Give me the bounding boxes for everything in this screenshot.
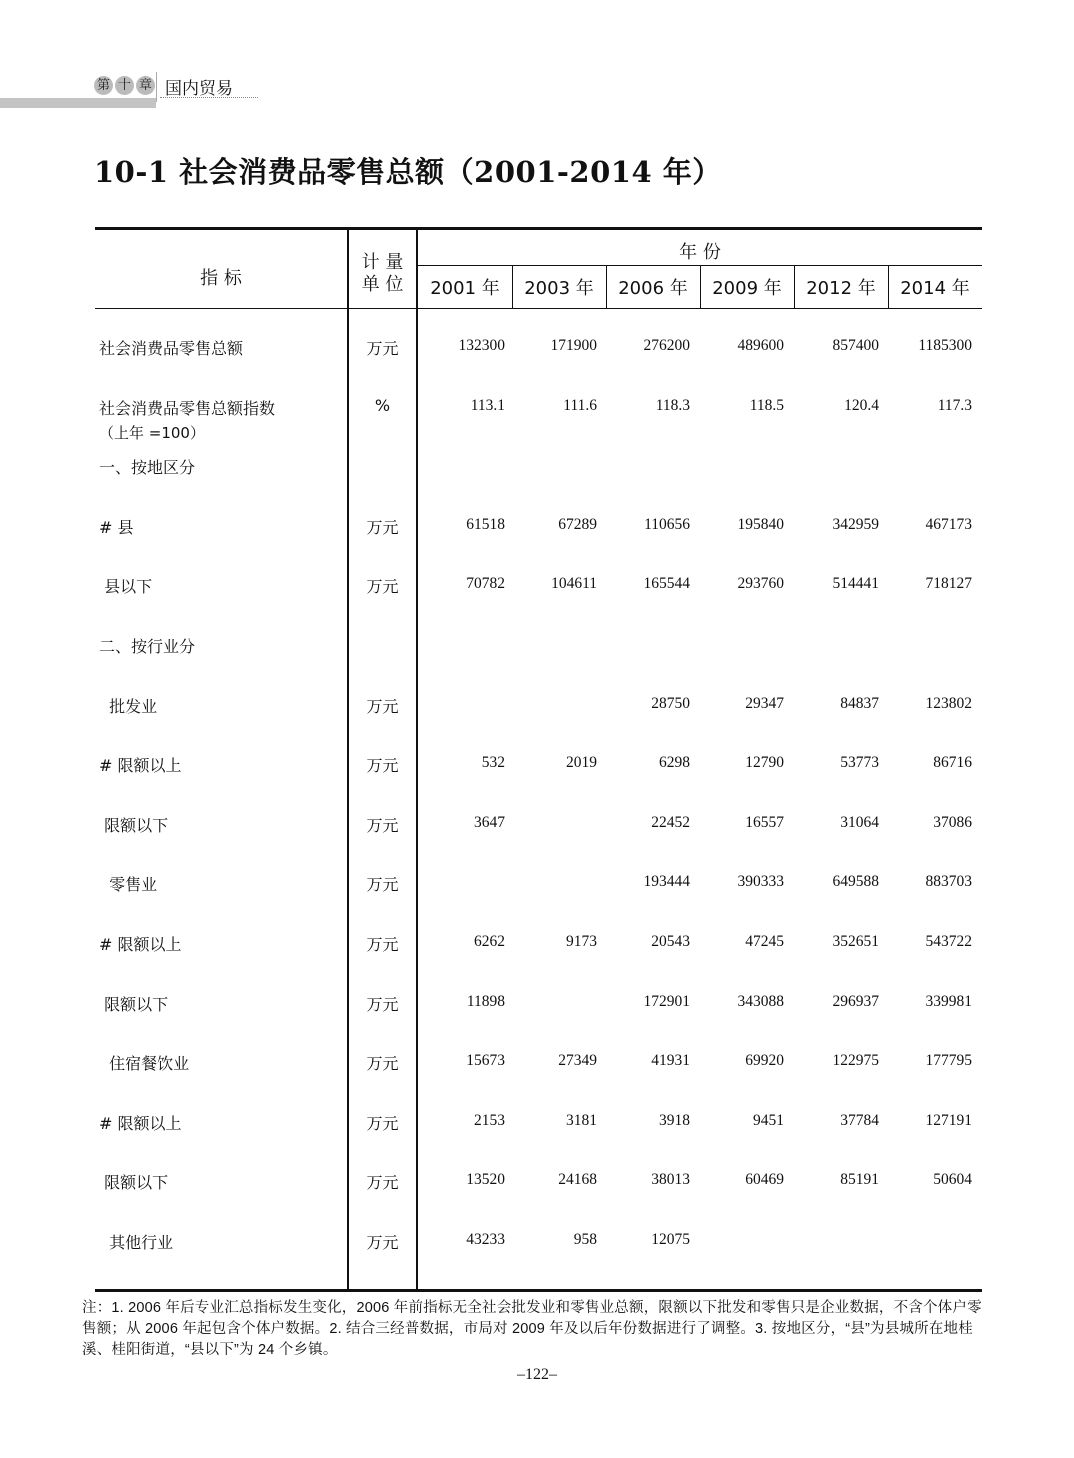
value-cell: 118.3 <box>655 397 690 414</box>
value-cell: 61518 <box>466 516 505 533</box>
value-cell: 467173 <box>925 516 972 533</box>
page-number: –122– <box>517 1366 557 1383</box>
value-cell: 3918 <box>659 1112 690 1129</box>
value-cell: 24168 <box>558 1171 597 1188</box>
value-cell: 70782 <box>466 575 505 592</box>
value-cell: 12790 <box>745 754 784 771</box>
page-title: 10-1 社会消费品零售总额（2001-2014 年） <box>94 155 722 189</box>
value-cell: 118.5 <box>749 397 784 414</box>
value-cell: 31064 <box>840 814 879 831</box>
value-cell: 85191 <box>840 1171 879 1188</box>
year-divider <box>888 266 889 308</box>
value-cell: 390333 <box>737 873 784 890</box>
row-label: 社会消费品零售总额指数 <box>99 399 276 418</box>
row-unit: 万元 <box>366 756 399 775</box>
value-cell: 177795 <box>925 1052 972 1069</box>
row-unit: 万元 <box>366 1173 399 1192</box>
value-cell: 13520 <box>466 1171 505 1188</box>
value-cell: 132300 <box>458 337 505 354</box>
value-cell: 6262 <box>474 933 505 950</box>
value-cell: 172901 <box>643 993 690 1010</box>
row-unit: 万元 <box>366 875 399 894</box>
row-label: 批发业 <box>99 697 158 716</box>
value-cell: 193444 <box>643 873 690 890</box>
table-top-rule <box>95 227 982 230</box>
value-cell: 489600 <box>737 337 784 354</box>
year-header: 2012 年 <box>806 278 876 299</box>
value-cell: 28750 <box>651 695 690 712</box>
value-cell: 27349 <box>558 1052 597 1069</box>
value-cell: 9451 <box>753 1112 784 1129</box>
year-header: 2009 年 <box>712 278 782 299</box>
value-cell: 84837 <box>840 695 879 712</box>
value-cell: 113.1 <box>470 397 505 414</box>
year-header: 2014 年 <box>900 278 970 299</box>
value-cell: 43233 <box>466 1231 505 1248</box>
year-header: 2003 年 <box>524 278 594 299</box>
value-cell: 127191 <box>925 1112 972 1129</box>
row-label: 社会消费品零售总额 <box>99 339 244 358</box>
row-label: # 限额以上 <box>99 1114 182 1133</box>
row-label: 住宿餐饮业 <box>99 1054 190 1073</box>
value-cell: 3181 <box>566 1112 597 1129</box>
value-cell: 12075 <box>651 1231 690 1248</box>
value-cell: 532 <box>481 754 505 771</box>
year-divider <box>512 266 513 308</box>
value-cell: 29347 <box>745 695 784 712</box>
value-cell: 67289 <box>558 516 597 533</box>
row-unit: 万元 <box>366 697 399 716</box>
row-label: 县以下 <box>99 577 153 596</box>
value-cell: 111.6 <box>563 397 597 414</box>
section-title: 国内贸易 <box>165 79 233 99</box>
value-cell: 2019 <box>566 754 597 771</box>
row-unit: 万元 <box>366 1114 399 1133</box>
value-cell: 195840 <box>737 516 784 533</box>
value-cell: 296937 <box>832 993 879 1010</box>
chapter-char: 十 <box>115 76 134 95</box>
unit-header-line1: 计 量 <box>361 252 404 273</box>
year-header: 2006 年 <box>618 278 688 299</box>
value-cell: 22452 <box>651 814 690 831</box>
row-label: 其他行业 <box>99 1233 174 1252</box>
value-cell: 883703 <box>925 873 972 890</box>
row-unit: 万元 <box>366 935 399 954</box>
unit-header-line2: 单 位 <box>361 274 404 295</box>
row-label: # 限额以上 <box>99 935 182 954</box>
value-cell: 343088 <box>737 993 784 1010</box>
row-label-sub: （上年 =100） <box>99 424 205 442</box>
value-cell: 104611 <box>551 575 597 592</box>
value-cell: 38013 <box>651 1171 690 1188</box>
value-cell: 117.3 <box>937 397 972 414</box>
year-divider <box>794 266 795 308</box>
row-label: 限额以下 <box>99 995 169 1014</box>
value-cell: 339981 <box>925 993 972 1010</box>
value-cell: 342959 <box>832 516 879 533</box>
row-label: 一、按地区分 <box>99 458 196 477</box>
row-label: 限额以下 <box>99 816 169 835</box>
year-divider <box>700 266 701 308</box>
value-cell: 110656 <box>644 516 690 533</box>
row-label: # 县 <box>99 518 134 537</box>
value-cell: 11898 <box>466 993 505 1010</box>
year-divider <box>606 266 607 308</box>
value-cell: 718127 <box>925 575 972 592</box>
header-bar <box>0 98 156 108</box>
value-cell: 16557 <box>745 814 784 831</box>
value-cell: 9173 <box>566 933 597 950</box>
value-cell: 120.4 <box>844 397 879 414</box>
value-cell: 514441 <box>832 575 879 592</box>
value-cell: 47245 <box>745 933 784 950</box>
value-cell: 165544 <box>643 575 690 592</box>
value-cell: 41931 <box>651 1052 690 1069</box>
value-cell: 543722 <box>925 933 972 950</box>
year-header: 2001 年 <box>430 278 500 299</box>
value-cell: 3647 <box>474 814 505 831</box>
value-cell: 122975 <box>832 1052 879 1069</box>
row-label: 二、按行业分 <box>99 637 196 656</box>
value-cell: 352651 <box>832 933 879 950</box>
row-unit: 万元 <box>366 1054 399 1073</box>
header-divider <box>156 72 157 102</box>
row-unit: 万元 <box>366 995 399 1014</box>
value-cell: 649588 <box>832 873 879 890</box>
value-cell: 171900 <box>550 337 597 354</box>
table-notes: 注：1. 2006 年后专业汇总指标发生变化，2006 年前指标无全社会批发业和零售业总额，限额以下批发和零售只是企业数据，不含个体户零售额；从 2006 年起包含个体户数据。2. 结合三经普数据，市局对 2009 年及以后年份数据进行了调整。3. 按地区分，“县”为县城所在地桂溪、桂阳街道，“县以下”为 24 个乡镇。 <box>82 1300 982 1358</box>
header-bottom-rule <box>95 308 982 309</box>
row-unit: % <box>374 396 391 415</box>
table-bottom-rule <box>95 1289 982 1292</box>
value-cell: 6298 <box>659 754 690 771</box>
value-cell: 1185300 <box>918 337 972 354</box>
row-unit: 万元 <box>366 577 399 596</box>
value-cell: 2153 <box>474 1112 505 1129</box>
value-cell: 86716 <box>933 754 972 771</box>
indicator-header: 指 标 <box>200 268 242 289</box>
value-cell: 53773 <box>840 754 879 771</box>
row-label: 零售业 <box>99 875 158 894</box>
row-label: 限额以下 <box>99 1173 169 1192</box>
header-dotted-line <box>160 97 258 98</box>
value-cell: 276200 <box>643 337 690 354</box>
value-cell: 20543 <box>651 933 690 950</box>
value-cell: 123802 <box>925 695 972 712</box>
value-cell: 15673 <box>466 1052 505 1069</box>
row-unit: 万元 <box>366 339 399 358</box>
value-cell: 857400 <box>832 337 879 354</box>
value-cell: 69920 <box>745 1052 784 1069</box>
value-cell: 958 <box>573 1231 597 1248</box>
value-cell: 293760 <box>737 575 784 592</box>
value-cell: 37086 <box>933 814 972 831</box>
chapter-char: 第 <box>94 76 113 95</box>
row-unit: 万元 <box>366 816 399 835</box>
value-cell: 60469 <box>745 1171 784 1188</box>
row-unit: 万元 <box>366 1233 399 1252</box>
value-cell: 50604 <box>933 1171 972 1188</box>
year-group-header: 年 份 <box>679 242 721 263</box>
row-unit: 万元 <box>366 518 399 537</box>
row-label: # 限额以上 <box>99 756 182 775</box>
value-cell: 37784 <box>840 1112 879 1129</box>
chapter-char: 章 <box>136 76 155 95</box>
chapter-badge <box>94 76 155 95</box>
